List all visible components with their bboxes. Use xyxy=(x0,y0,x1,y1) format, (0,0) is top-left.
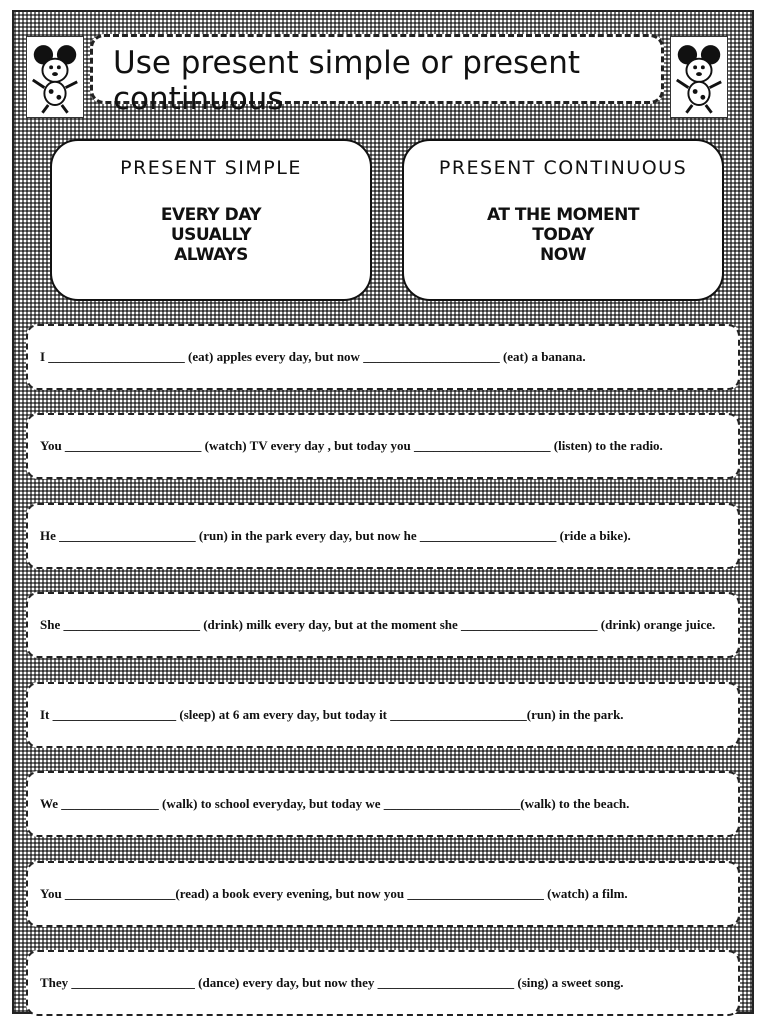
exercise-sentence-2 xyxy=(26,413,740,479)
exercise-text: You _____________________ (watch) TV every day , but today you _____________________ (listen) to the radio. xyxy=(40,438,663,453)
exercise-text: He _____________________ (run) in the park every day, but now he _____________________ (ride a bike). xyxy=(40,528,631,543)
page-title: Use present simple or present continuous xyxy=(113,45,581,117)
exercise-text: We _______________ (walk) to school everyday, but today we _____________________(walk) to the beach. xyxy=(40,796,630,811)
present-simple-box xyxy=(50,139,372,301)
keyword: TODAY xyxy=(532,225,594,245)
present-continuous-box xyxy=(402,139,724,301)
exercise-text: You _________________(read) a book every evening, but now you _____________________ (watch) a film. xyxy=(40,886,628,901)
exercise-text: I _____________________ (eat) apples every day, but now _____________________ (eat) a banana. xyxy=(40,349,586,364)
present-continuous-keywords xyxy=(404,205,722,265)
present-continuous-heading: PRESENT CONTINUOUS xyxy=(438,157,688,179)
exercise-sentence-5 xyxy=(26,682,740,748)
exercise-sentence-8 xyxy=(26,950,740,1016)
present-simple-heading: PRESENT SIMPLE xyxy=(120,157,302,179)
present-simple-keywords xyxy=(52,205,370,265)
keyword: NOW xyxy=(540,245,586,265)
exercise-text: It ___________________ (sleep) at 6 am every day, but today it _____________________(run) in the park. xyxy=(40,707,624,722)
keyword: EVERY DAY xyxy=(160,205,262,225)
cartoon-mouse-icon xyxy=(670,36,728,118)
exercise-sentence-1 xyxy=(26,324,740,390)
title-banner xyxy=(90,34,664,117)
exercise-sentence-3 xyxy=(26,503,740,569)
exercise-text: She _____________________ (drink) milk every day, but at the moment she _____________________ (drink) orange juice. xyxy=(40,617,716,632)
keyword: AT THE MOMENT xyxy=(487,205,639,225)
exercise-sentence-7 xyxy=(26,861,740,927)
keyword: USUALLY xyxy=(170,225,252,245)
keyword: ALWAYS xyxy=(174,245,248,265)
exercise-text: They ___________________ (dance) every day, but now they _____________________ (sing) a sweet song. xyxy=(40,975,624,990)
cartoon-mouse-icon xyxy=(26,36,84,118)
exercise-sentence-4 xyxy=(26,592,740,658)
exercise-sentence-6 xyxy=(26,771,740,837)
